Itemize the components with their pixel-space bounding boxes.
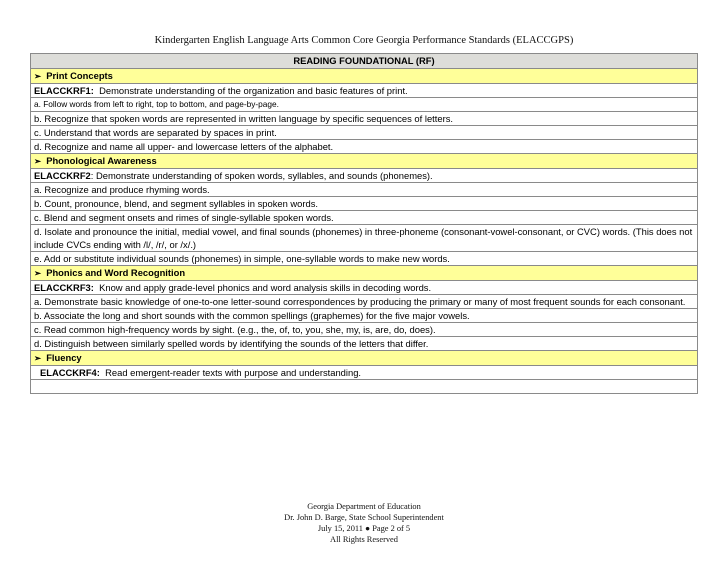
table-row <box>31 140 698 154</box>
list-item: e. Add or substitute individual sounds (phonemes) in simple, one-syllable words to make new words. <box>31 252 698 266</box>
table-title-row <box>31 54 698 69</box>
standard-rf2 <box>31 169 698 183</box>
list-item: d. Distinguish between similarly spelled words by identifying the sounds of the letters that differ. <box>31 337 698 351</box>
table-row <box>31 183 698 197</box>
standard-text: Demonstrate understanding of the organization and basic features of print. <box>99 85 408 96</box>
table-row <box>31 98 698 112</box>
list-item: d. Isolate and pronounce the initial, medial vowel, and final sounds (phonemes) in three-phoneme (consonant-vowel-consonant, or CVC) words. (This does not include CVCs ending with /l/, /r/, or /x/.) <box>31 225 698 252</box>
section-heading-phonological-awareness <box>31 154 698 169</box>
list-item: c. Blend and segment onsets and rimes of single-syllable spoken words. <box>31 211 698 225</box>
standard-code: ELACCKRF4: <box>40 367 100 378</box>
footer-date-page: July 15, 2011 ● Page 2 of 5 <box>317 524 411 533</box>
table-row <box>31 309 698 323</box>
table-title: READING FOUNDATIONAL (RF) <box>31 54 698 69</box>
standard-row-rf2 <box>31 169 698 183</box>
standard-rf4 <box>31 366 698 380</box>
table-row <box>31 323 698 337</box>
section-heading-fluency <box>31 351 698 366</box>
footer-department: Georgia Department of Education <box>307 502 421 511</box>
list-item: b. Associate the long and short sounds with the common spellings (graphemes) for the five major vowels. <box>31 309 698 323</box>
arrow-bullet-icon: ➢ <box>34 268 42 278</box>
section-heading-label: Fluency <box>46 352 82 363</box>
section-row-fluency <box>31 351 698 366</box>
list-item: a. Recognize and produce rhyming words. <box>31 183 698 197</box>
list-item: a. Demonstrate basic knowledge of one-to-one letter-sound correspondences by producing the primary or many of most frequent sounds for each consonant. <box>31 295 698 309</box>
table-row <box>31 112 698 126</box>
standard-text: Know and apply grade-level phonics and word analysis skills in decoding words. <box>99 282 432 293</box>
section-heading-print-concepts <box>31 69 698 84</box>
standard-rf3 <box>31 281 698 295</box>
footer-superintendent: Dr. John D. Barge, State School Superintendent <box>284 513 444 522</box>
standard-text: : Demonstrate understanding of spoken words, syllables, and sounds (phonemes). <box>90 170 433 181</box>
footer-rights: All Rights Reserved <box>330 535 398 544</box>
empty-cell <box>31 380 698 394</box>
standard-row-rf4 <box>31 366 698 380</box>
table-row <box>31 197 698 211</box>
page-footer <box>0 501 728 545</box>
section-heading-label: Phonological Awareness <box>46 155 157 166</box>
section-heading-label: Print Concepts <box>46 70 113 81</box>
arrow-bullet-icon: ➢ <box>34 353 42 363</box>
section-heading-phonics <box>31 266 698 281</box>
section-row-phonological-awareness <box>31 154 698 169</box>
table-row <box>31 295 698 309</box>
list-item: b. Count, pronounce, blend, and segment syllables in spoken words. <box>31 197 698 211</box>
list-item: b. Recognize that spoken words are represented in written language by specific sequences of letters. <box>31 112 698 126</box>
section-heading-label: Phonics and Word Recognition <box>46 267 186 278</box>
list-item: c. Understand that words are separated by spaces in print. <box>31 126 698 140</box>
table-row <box>31 126 698 140</box>
list-item: d. Recognize and name all upper- and lowercase letters of the alphabet. <box>31 140 698 154</box>
section-row-print-concepts <box>31 69 698 84</box>
table-row <box>31 337 698 351</box>
list-item: c. Read common high-frequency words by sight. (e.g., the, of, to, you, she, my, is, are, do, does). <box>31 323 698 337</box>
arrow-bullet-icon: ➢ <box>34 71 42 81</box>
section-row-phonics <box>31 266 698 281</box>
page-header: Kindergarten English Language Arts Common Core Georgia Performance Standards (ELACCGPS) <box>154 35 574 46</box>
standard-row-rf1 <box>31 84 698 98</box>
table-row <box>31 252 698 266</box>
empty-row <box>31 380 698 394</box>
list-item: a. Follow words from left to right, top to bottom, and page-by-page. <box>31 98 698 112</box>
standard-code: ELACCKRF1: <box>34 85 94 96</box>
standards-table <box>30 53 698 394</box>
table-row <box>31 225 698 252</box>
standard-code: ELACCKRF3: <box>34 282 94 293</box>
standard-row-rf3 <box>31 281 698 295</box>
standard-text: Read emergent-reader texts with purpose and understanding. <box>105 367 362 378</box>
arrow-bullet-icon: ➢ <box>34 156 42 166</box>
standard-code: ELACCKRF2 <box>34 170 91 181</box>
table-row <box>31 211 698 225</box>
standard-rf1 <box>31 84 698 98</box>
